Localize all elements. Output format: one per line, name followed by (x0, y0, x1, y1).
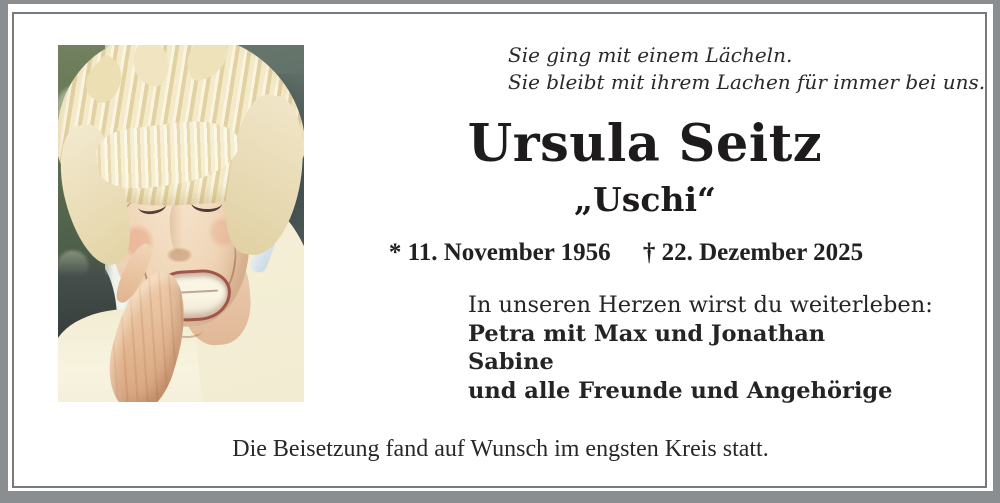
closing-line: Die Beisetzung fand auf Wunsch im engsten Kreis statt. (232, 436, 769, 462)
mourners-block (468, 291, 933, 405)
life-dates (296, 239, 956, 267)
portrait-photo (58, 45, 304, 402)
photo-nose-shadow (166, 247, 193, 263)
legacy-intro: In unseren Herzen wirst du weiterleben: (468, 292, 933, 318)
mourner-line: und alle Freunde und Angehörige (468, 377, 893, 404)
death-date: † 22. Dezember 2025 (642, 239, 864, 266)
birth-date: * 11. November 1956 (388, 239, 611, 266)
mourner-line: Sabine (468, 349, 554, 375)
deceased-name: Ursula Seitz (467, 114, 823, 174)
epigraph (508, 42, 985, 96)
epigraph-line-1: Sie ging mit einem Lächeln. (508, 43, 793, 67)
mourner-line: Petra mit Max und Jonathan (468, 320, 826, 347)
epigraph-line-2: Sie bleibt mit ihrem Lachen für immer bei uns. (508, 70, 986, 94)
deceased-nickname: „Uschi“ (574, 180, 716, 219)
